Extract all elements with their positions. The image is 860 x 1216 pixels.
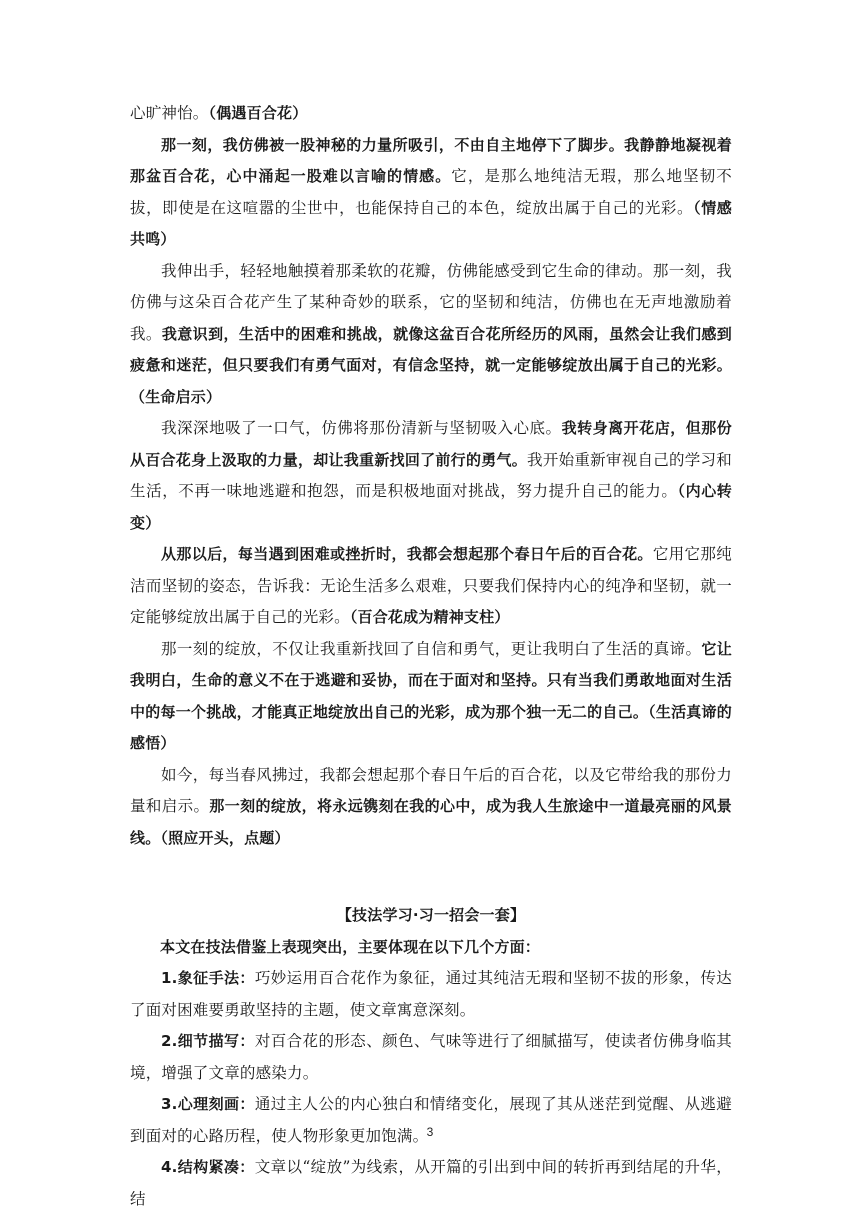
bold-text-segment: （百合花成为精神支柱） <box>349 608 510 626</box>
text-segment: 我深深地吸了一口气，仿佛将那份清新与坚韧吸入心底。 <box>161 419 562 437</box>
technique-item <box>130 1089 732 1152</box>
technique-text: 文章以“绽放”为线索，从开篇的引出到中间的转折再到结尾的升华，结 <box>130 1158 732 1208</box>
technique-label: 2.细节描写： <box>161 1032 255 1050</box>
essay-paragraph <box>130 130 732 256</box>
technique-text: 巧妙运用百合花作为象征，通过其纯洁无瑕和坚韧不拔的形象，传达了面对困难要勇敢坚持的主题，使文章寓意深刻。 <box>130 969 732 1019</box>
techniques-list <box>130 963 732 1215</box>
bold-text-segment: 它让我明白，生命的意义不在于逃避和妥协，而在于面对和坚持。只有当我们勇敢地面对生活中的每一个挑战，才能真正地绽放出自己的光彩，成为那个独一无二的自己。（生活真谛的感悟） <box>130 639 732 752</box>
essay-paragraph <box>130 413 732 539</box>
technique-label: 4.结构紧凑： <box>161 1158 255 1176</box>
technique-item <box>130 1152 732 1215</box>
bold-text-segment: 那一刻，我仿佛被一股神秘的力量所吸引，不由自主地停下了脚步。我静静地凝视着那盆百合花，心中涌起一股难以言喻的情感。 <box>130 135 732 185</box>
bold-text-segment: 那一刻的绽放，将永远镌刻在我的心中，成为我人生旅途中一道最亮丽的风景线。（照应开头，点题） <box>130 797 732 847</box>
bold-text-segment: （偶遇百合花） <box>208 104 308 122</box>
technique-item <box>130 963 732 1026</box>
page-number: 3 <box>426 1125 434 1139</box>
section-intro: 本文在技法借鉴上表现突出，主要体现在以下几个方面： <box>160 937 541 956</box>
technique-label: 1.象征手法： <box>161 969 255 987</box>
technique-text: 对百合花的形态、颜色、气味等进行了细腻描写，使读者仿佛身临其境，增强了文章的感染力。 <box>130 1032 732 1082</box>
bold-text-segment: 从那以后，每当遇到困难或挫折时，我都会想起那个春日午后的百合花。 <box>161 545 653 563</box>
text-segment: 我伸出手，轻轻地触摸着那柔软的花瓣，仿佛能感受到它生命的律动。那一刻，我仿佛与这朵百合花产生了某种奇妙的联系，它的坚韧和纯洁，仿佛也在无声地激励着我。 <box>130 261 732 343</box>
bold-text-segment: 我转身离开花店，但那份从百合花身上汲取的力量，却让我重新找回了前行的勇气。 <box>130 419 732 469</box>
bold-text-segment: （内心转变） <box>130 482 732 532</box>
text-segment: 我开始重新审视自己的学习和生活，不再一味地逃避和抱怨，而是积极地面对挑战，努力提升自己的能力。 <box>130 450 732 500</box>
text-segment: 那一刻的绽放，不仅让我重新找回了自信和勇气，更让我明白了生活的真谛。 <box>161 639 702 658</box>
text-segment: 心旷神怡。 <box>130 104 209 122</box>
essay-paragraph <box>130 98 732 130</box>
essay-paragraph <box>130 760 732 855</box>
essay-paragraph <box>130 634 732 760</box>
section-gap <box>130 854 732 900</box>
technique-item <box>130 1026 732 1089</box>
text-segment: 它，是那么地纯洁无瑕，那么地坚韧不拔，即使是在这喧嚣的尘世中，也能保持自己的本色，绽放出属于自己的光彩。 <box>130 167 732 217</box>
essay-paragraph <box>130 256 732 414</box>
text-segment: 如今，每当春风拂过，我都会想起那个春日午后的百合花，以及它带给我的那份力量和启示。 <box>130 765 732 815</box>
technique-text: 通过主人公的内心独白和情绪变化，展现了其从迷茫到觉醒、从逃避到面对的心路历程，使人物形象更加饱满。 <box>130 1095 732 1145</box>
bold-text-segment: 我意识到，生活中的困难和挑战，就像这盆百合花所经历的风雨，虽然会让我们感到疲惫和迷茫，但只要我们有勇气面对，有信念坚持，就一定能够绽放出属于自己的光彩。（生命启示） <box>130 324 733 406</box>
bold-text-segment: （情感共鸣） <box>130 198 732 248</box>
essay-body <box>130 98 732 854</box>
technique-label: 3.心理刻画： <box>161 1095 255 1113</box>
text-segment: 它用它那纯洁而坚韧的姿态，告诉我：无论生活多么艰难，只要我们保持内心的纯净和坚韧，就一定能够绽放出属于自己的光彩。 <box>130 545 732 626</box>
section-heading: 【技法学习·习一招会一套】 <box>336 906 526 924</box>
essay-paragraph <box>130 539 732 634</box>
